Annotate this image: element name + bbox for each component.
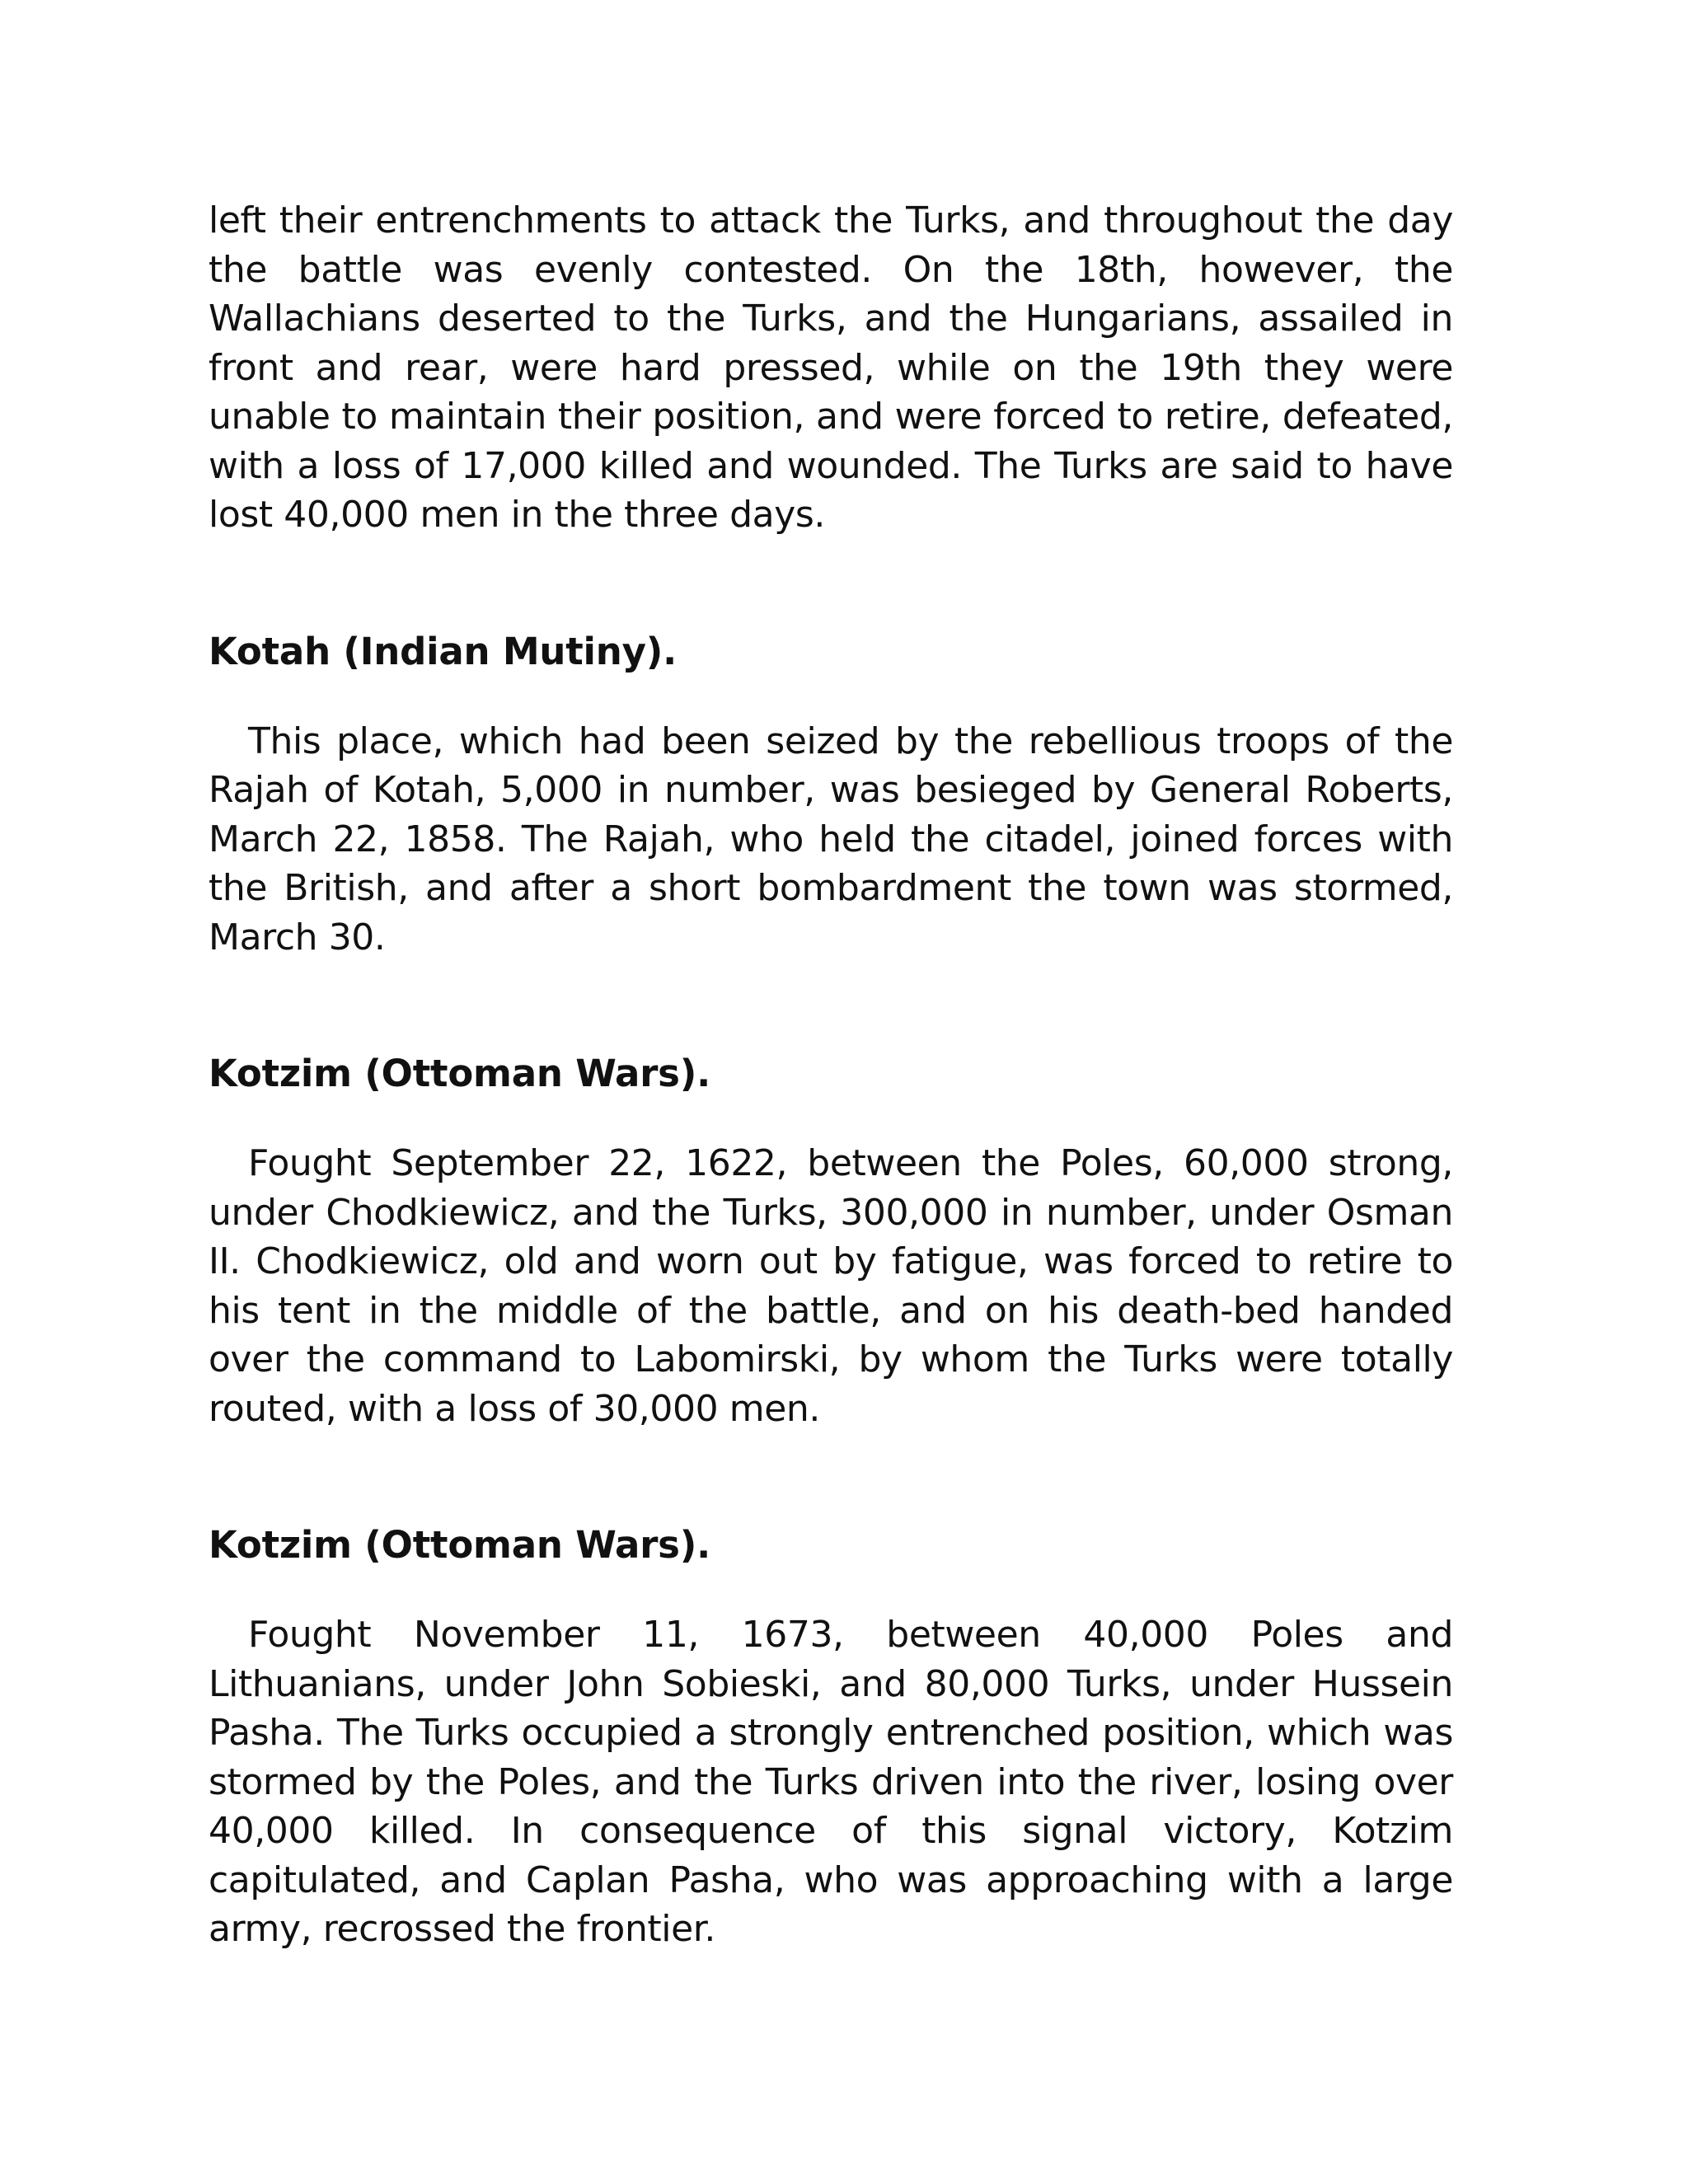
entry-paragraph-kotah: This place, which had been seized by the rebellious troops of the Rajah of Kotah, 5,000 in number, was besieged by General Roberts, March 22, 1858. The Rajah, who held the citadel, joined forces with the British, and after a short bombardment the town was stormed, March 30.	[209, 719, 1453, 958]
entry-paragraph-kotzim-1673: Fought November 11, 1673, between 40,000 Poles and Lithuanians, under John Sobieski, and 80,000 Turks, under Hussein Pasha. The Turks occupied a strongly entrenched position, which was stormed by the Poles, and the Turks driven into the river, losing over 40,000 killed. In consequence of this signal victory, Kotzim capitulated, and Caplan Pasha, who was approaching with a large army, recrossed the frontier.	[209, 1614, 1453, 1950]
entry-heading-kotzim-1622: Kotzim (Ottoman Wars).	[209, 1052, 711, 1095]
entry-heading-kotzim-1673: Kotzim (Ottoman Wars).	[209, 1523, 711, 1567]
entry-heading-kotah: Kotah (Indian Mutiny).	[209, 629, 678, 673]
continued-paragraph: left their entrenchments to attack the Turks, and throughout the day the battle was evenly contested. On the 18th, however, the Wallachians deserted to the Turks, and the Hungarians, assailed in front and rear, were hard pressed, while on the 19th they were unable to maintain their position, and were forced to retire, defeated, with a loss of 17,000 killed and wounded. The Turks are said to have lost 40,000 men in the three days.	[209, 199, 1453, 536]
document-page	[209, 196, 1453, 1954]
entry-paragraph-kotzim-1622: Fought September 22, 1622, between the Poles, 60,000 strong, under Chodkiewicz, and the Turks, 300,000 in number, under Osman II. Chodkiewicz, old and worn out by fatigue, was forced to retire to his tent in the middle of the battle, and on his death-bed handed over the command to Labomirski, by whom the Turks were totally routed, with a loss of 30,000 men.	[209, 1142, 1453, 1430]
